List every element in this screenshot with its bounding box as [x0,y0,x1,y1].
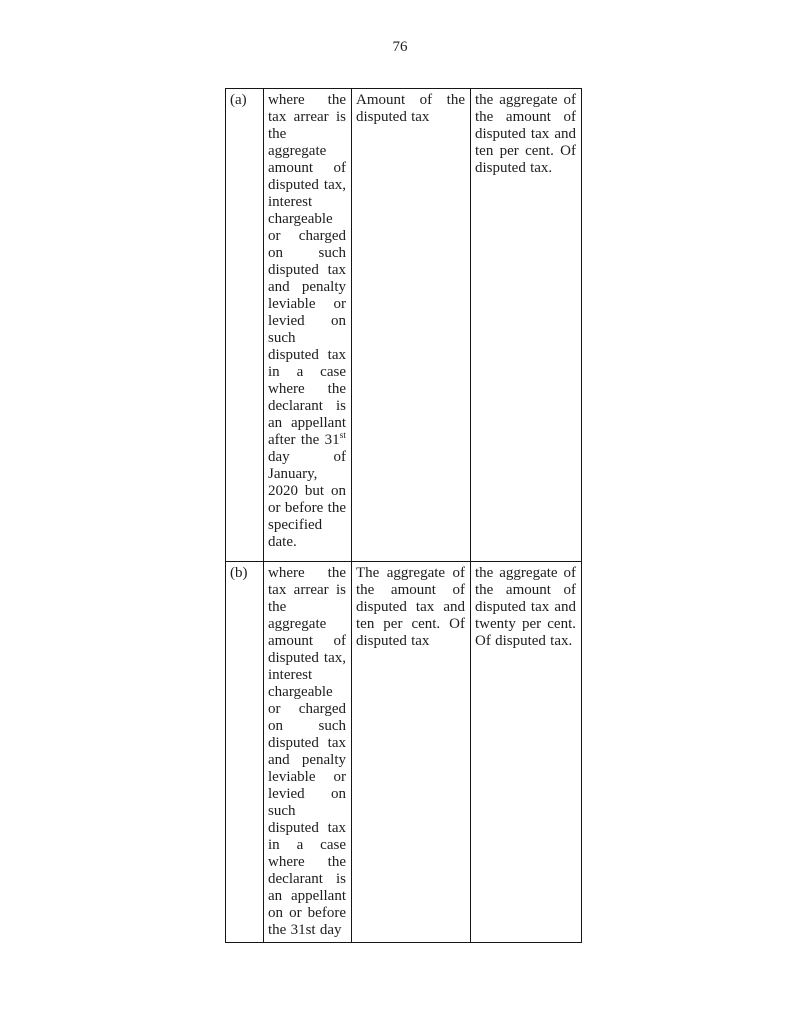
amount-cell: Amount of the disputed tax [352,89,471,562]
page-number: 76 [392,39,408,55]
payable-cell: the aggregate of the amount of disputed tax and twenty per cent. Of disputed tax. [471,562,582,943]
table-row [226,562,582,943]
document-table [225,88,582,943]
condition-text: where the tax arrear is the aggregate amount of disputed tax, interest chargeable or charged on such disputed tax and penalty leviable or levied on such disputed tax in a case where the declarant is an appellant after the 31 [268,92,346,448]
condition-text-continued: day of January, 2020 but on or before the specified date. [268,449,346,550]
payable-cell: the aggregate of the amount of disputed tax and ten per cent. Of disputed tax. [471,89,582,562]
condition-cell [264,89,352,562]
condition-text: where the tax arrear is the aggregate amount of disputed tax, interest chargeable or charged on such disputed tax and penalty leviable or levied on such disputed tax in a case where the declarant is an appellant on or before the 31st day [268,565,346,938]
row-label-cell: (a) [226,89,264,562]
table-row [226,89,582,562]
row-label-cell: (b) [226,562,264,943]
condition-cell [264,562,352,943]
superscript-ordinal: st [339,431,346,441]
amount-cell: The aggregate of the amount of disputed tax and ten per cent. Of disputed tax [352,562,471,943]
